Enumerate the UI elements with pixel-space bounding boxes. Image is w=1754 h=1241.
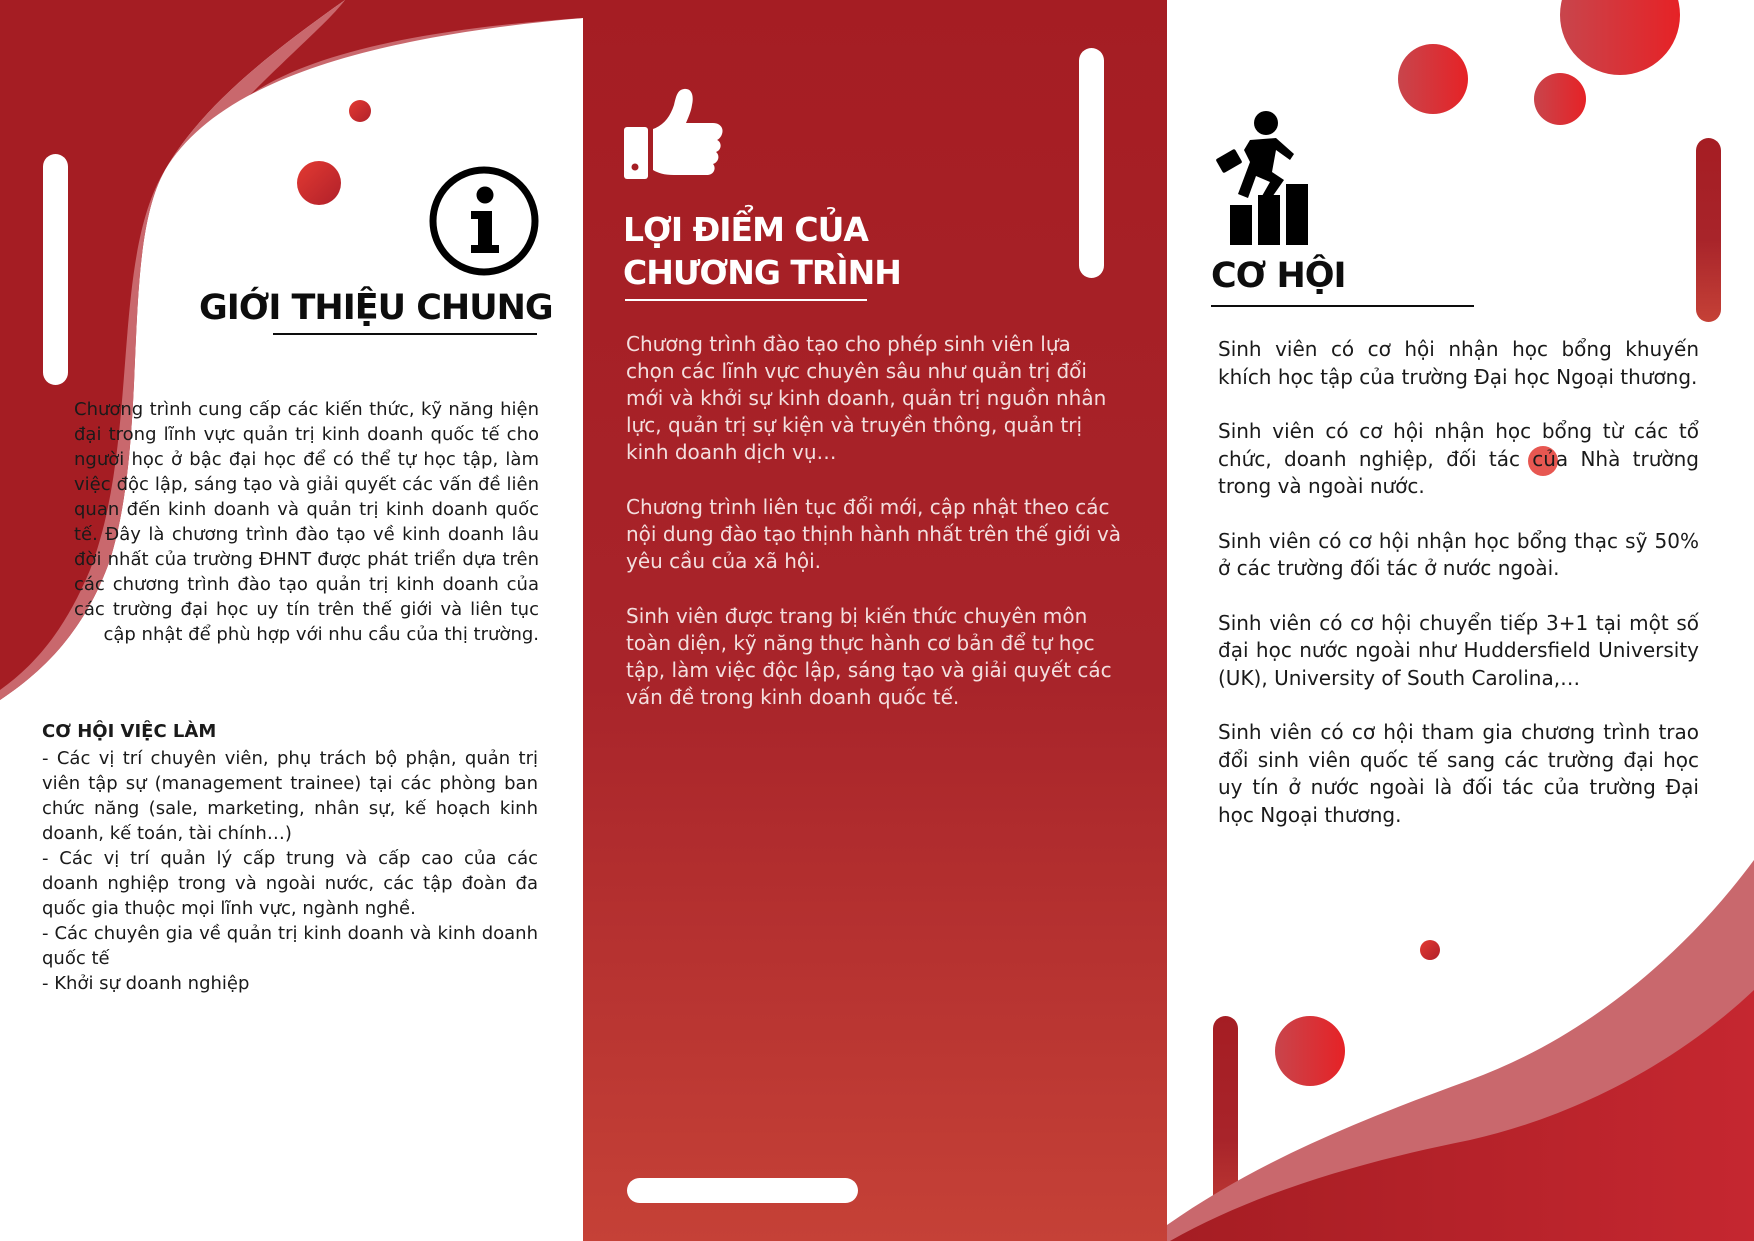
opportunities-paragraphs bbox=[1218, 336, 1699, 856]
info-icon bbox=[428, 165, 540, 277]
section-title-introduction: GIỚI THIỆU CHUNG bbox=[199, 288, 553, 328]
career-growth-icon bbox=[1214, 110, 1326, 246]
thumbs-up-icon bbox=[624, 87, 724, 183]
opportunity-paragraph: Sinh viên có cơ hội nhận học bổng khuyến khích học tập của trường Đại học Ngoại thương. bbox=[1218, 337, 1699, 389]
opportunity-paragraph: Sinh viên có cơ hội nhận học bổng từ các tổ chức, doanh nghiệp, đối tác của Nhà trường trong và ngoài nước. bbox=[1218, 419, 1699, 498]
intro-paragraph: Chương trình cung cấp các kiến thức, kỹ năng hiện đại trong lĩnh vực quản trị kinh doanh quốc tế cho người học ở bậc đại học để có thể tự học tập, làm việc độc lập, sáng tạo và giải quyết các vấn đề liên quan đến kinh doanh và quản trị kinh doanh quốc tế. Đây là chương trình đào tạo về kinh doanh lâu đời nhất của trường ĐHNT được phát triển dựa trên các chương trình đào tạo quản trị kinh doanh của các trường đại học uy tín trên thế giới và liên tục cập nhật để phù hợp với nhu cầu của thị trường. bbox=[74, 399, 539, 645]
opportunity-paragraph: Sinh viên có cơ hội nhận học bổng thạc sỹ 50% ở các trường đối tác ở nước ngoài. bbox=[1218, 528, 1699, 580]
opportunity-paragraph: Sinh viên có cơ hội chuyển tiếp 3+1 tại một số đại học nước ngoài như Huddersfield University (UK), University of South Carolina,… bbox=[1218, 610, 1699, 690]
list-item: - Các vị trí chuyên viên, phụ trách bộ phận, quản trị viên tập sự (management trainee) tại các phòng ban chức năng (sale, marketing, nhân sự, kế hoạch kinh doanh, kế toán, tài chính…) bbox=[42, 748, 538, 844]
list-item: - Các vị trí quản lý cấp trung và cấp cao của các doanh nghiệp trong và ngoài nước, các tập đoàn đa quốc gia thuộc mọi lĩnh vực, ngành nghề. bbox=[42, 848, 538, 919]
benefits-paragraph: Sinh viên được trang bị kiến thức chuyên môn toàn diện, kỹ năng thực hành cơ bản để tự học tập, làm việc độc lập, sáng tạo và giải quyết các vấn đề trong kinh doanh quốc tế. bbox=[626, 604, 1112, 709]
benefits-paragraphs bbox=[626, 331, 1124, 739]
benefits-paragraph: Chương trình đào tạo cho phép sinh viên lựa chọn các lĩnh vực chuyên sâu như quản trị đổi mới và khởi sự kinh doanh, quản trị nguồn nhân lực, quản trị sự kiện và truyền thông, quản trị kinh doanh dịch vụ… bbox=[626, 332, 1107, 464]
list-item: - Khởi sự doanh nghiệp bbox=[42, 973, 250, 994]
opportunity-paragraph: Sinh viên có cơ hội tham gia chương trình trao đổi sinh viên quốc tế sang các trường đại học uy tín ở nước ngoài là đối tác của trường Đại học Ngoại thương. bbox=[1218, 720, 1699, 827]
list-item: - Các chuyên gia về quản trị kinh doanh và kinh doanh quốc tế bbox=[42, 923, 538, 969]
benefits-paragraph: Chương trình liên tục đổi mới, cập nhật theo các nội dung đào tạo thịnh hành nhất trên thế giới và yêu cầu của xã hội. bbox=[626, 495, 1122, 573]
panel-introduction bbox=[0, 0, 583, 1241]
section-title-benefits-line1: LỢI ĐIỂM CỦA bbox=[623, 210, 868, 249]
jobs-list bbox=[42, 746, 538, 996]
title-underline bbox=[1211, 305, 1474, 307]
section-title-opportunities: CƠ HỘI bbox=[1211, 256, 1346, 296]
title-underline bbox=[273, 333, 537, 335]
section-title-benefits-line2: CHƯƠNG TRÌNH bbox=[623, 253, 901, 292]
jobs-heading: CƠ HỘI VIỆC LÀM bbox=[42, 721, 217, 742]
title-underline bbox=[625, 299, 867, 301]
